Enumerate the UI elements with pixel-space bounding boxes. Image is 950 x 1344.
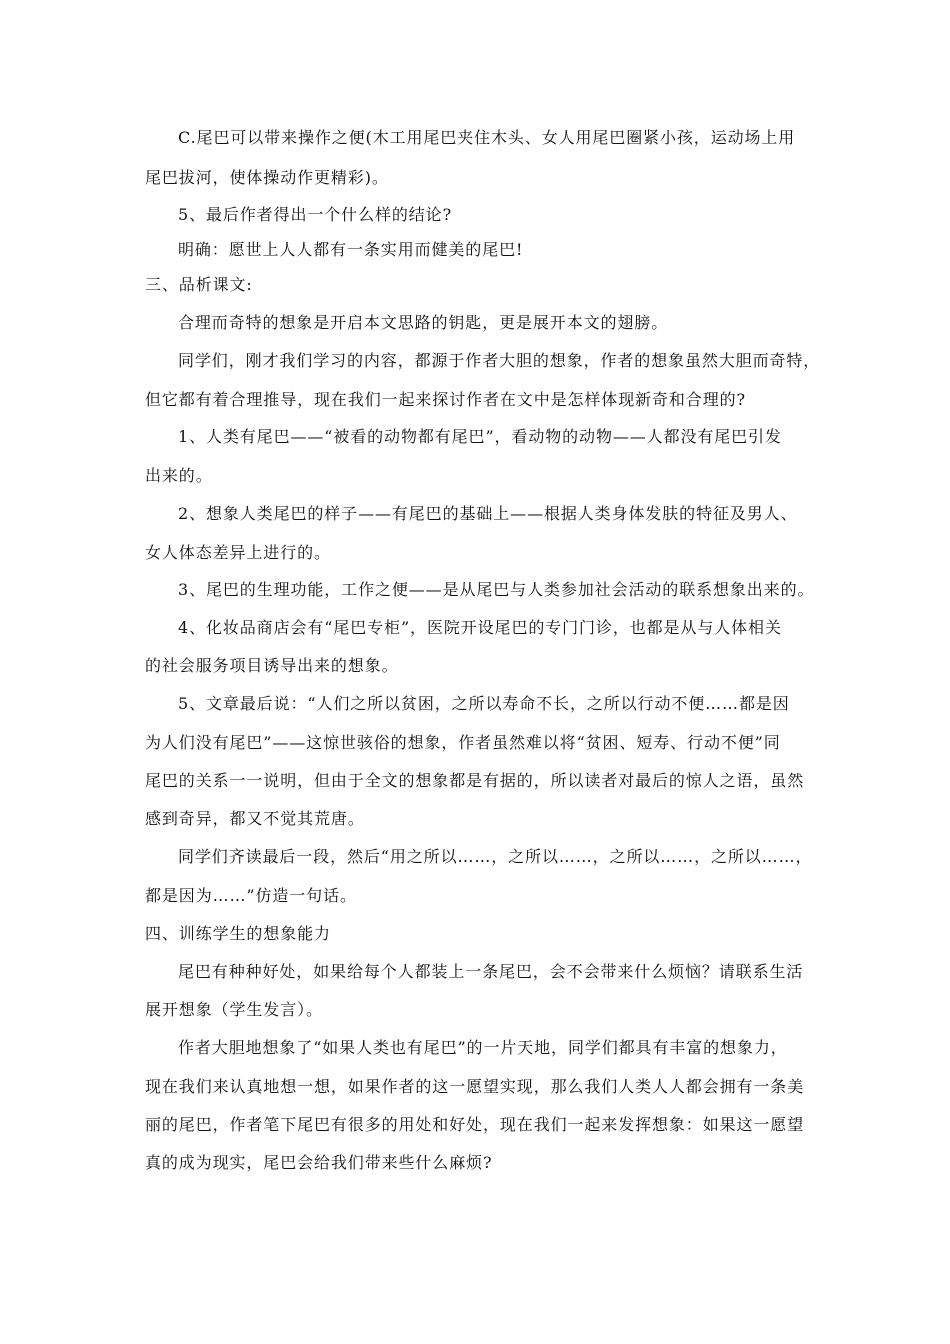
text-line: 尾巴有种种好处，如果给每个人都装上一条尾巴，会不会带来什么烦恼？请联系生活 <box>178 962 804 981</box>
text-line: 的社会服务项目诱导出来的想象。 <box>145 656 399 675</box>
text-line: 但它都有着合理推导，现在我们一起来探讨作者在文中是怎样体现新奇和合理的? <box>145 390 746 409</box>
text-line: 明确：愿世上人人都有一条实用而健美的尾巴! <box>178 240 524 259</box>
section-heading: 四、训练学生的想象能力 <box>145 924 331 943</box>
text-line: 丽的尾巴，作者笔下尾巴有很多的用处和好处，现在我们一起来发挥想象：如果这一愿望 <box>145 1115 805 1134</box>
text-line: 同学们，刚才我们学习的内容，都源于作者大胆的想象，作者的想象虽然大胆而奇特， <box>178 351 821 370</box>
text-line: 5、文章最后说：“人们之所以贫困，之所以寿命不长，之所以行动不便……都是因 <box>178 694 790 713</box>
text-line: 为人们没有尾巴”——这惊世骇俗的想象，作者虽然难以将“贫困、短寿、行动不便”同 <box>145 733 781 752</box>
text-line: 出来的。 <box>145 466 213 485</box>
text-line: 5、最后作者得出一个什么样的结论? <box>178 205 453 224</box>
text-line: 1、人类有尾巴——“被看的动物都有尾巴”，看动物的动物——人都没有尾巴引发 <box>178 427 782 446</box>
text-line: 尾巴的关系一一说明，但由于全文的想象都是有据的，所以读者对最后的惊人之语，虽然 <box>145 771 805 790</box>
text-line: 尾巴拔河，使体操动作更精彩)。 <box>145 168 389 187</box>
text-line: 都是因为……”仿造一句话。 <box>145 886 357 905</box>
text-line: 2、想象人类尾巴的样子——有尾巴的基础上——根据人类身体发肤的特征及男人、 <box>178 504 798 523</box>
text-line: 感到奇异，都又不觉其荒唐。 <box>145 809 365 828</box>
text-line: 展开想象（学生发言）。 <box>145 1000 323 1019</box>
text-line: 作者大胆地想象了“如果人类也有尾巴”的一片天地，同学们都具有丰富的想象力， <box>178 1038 788 1057</box>
text-line: 女人体态差异上进行的。 <box>145 543 331 562</box>
text-line: 4、化妆品商店会有“尾巴专柜”，医院开设尾巴的专门门诊，也都是从与人体相关 <box>178 618 782 637</box>
text-line: 真的成为现实，尾巴会给我们带来些什么麻烦? <box>145 1153 493 1172</box>
text-line: 现在我们来认真地想一想，如果作者的这一愿望实现，那么我们人类人人都会拥有一条美 <box>145 1077 805 1096</box>
section-heading: 三、品析课文: <box>145 275 253 294</box>
text-line: 3、尾巴的生理功能，工作之便——是从尾巴与人类参加社会活动的联系想象出来的。 <box>178 580 815 599</box>
text-line: 合理而奇特的想象是开启本文思路的钥匙，更是展开本文的翅膀。 <box>178 313 669 332</box>
text-line: 同学们齐读最后一段，然后“用之所以……，之所以……，之所以……，之所以……， <box>178 847 813 866</box>
text-line: C.尾巴可以带来操作之便(木工用尾巴夹住木头、女人用尾巴圈紧小孩，运动场上用 <box>178 128 796 147</box>
